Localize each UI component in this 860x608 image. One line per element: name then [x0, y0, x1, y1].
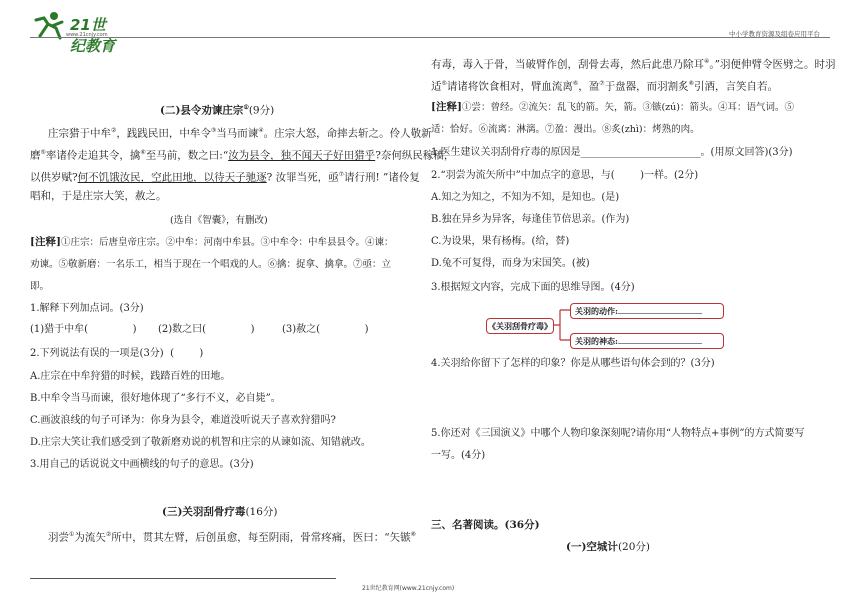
passage-line-1: 庄宗猎于中牟②，践践民田，中牟令③当马而谏④。庄宗大怒，命摔去斩之。伶人敬新	[48, 127, 432, 140]
passage-line-4: 唱和，于是庄宗大笑，赦之。	[30, 190, 167, 202]
question-2-c: C.画波浪线的句子可译为：你身为县令，难道没听说天子喜欢狩猎吗?	[30, 415, 336, 426]
question-1: 1.解释下列加点词。(3分)	[30, 303, 144, 314]
question-2-a: A.庄宗在中牟狩猎的时候，践踏百姓的田地。	[30, 371, 231, 382]
right-question-4: 4.关羽给你留下了怎样的印象？你是从哪些语句体会到的？(3分)	[431, 358, 715, 369]
source-note: (选自《智囊》，有删改)	[170, 215, 268, 226]
famous-works-heading: 三、名著阅读。(36分)	[431, 519, 540, 531]
right-question-2-a: A.知之为知之，不知为不知，是知也。(是)	[431, 192, 620, 203]
header-divider	[30, 37, 830, 38]
right-question-2-d: D.兔不可复得，而身为宋国笑。(被)	[431, 258, 590, 269]
section-2-title: (二)县令劝谏庄宗①(9分)	[160, 104, 275, 117]
question-1-a: (1)猎于中牟( )	[30, 324, 137, 335]
right-question-2-c: C.为设果，果有杨梅。(给，替)	[431, 236, 570, 247]
notes-line-3: 即。	[30, 281, 50, 292]
logo-text: 21世纪教育	[70, 16, 116, 55]
footer-text: 21世纪教育网(www.21cnjy.com)	[362, 585, 455, 592]
platform-label: 中小学教育资源及组卷应用平台	[729, 30, 820, 38]
right-passage-line-2: 适⑤请诸将饮食相对，臂血流离⑥，盈⑦于盘器，而羽割炙⑧引酒，言笑自若。	[431, 80, 779, 93]
footer-divider	[30, 578, 336, 579]
mindmap-node-action: 关羽的动作:	[570, 303, 724, 319]
right-question-3: 3.根据短文内容，完成下面的思维导图。(4分)	[431, 282, 635, 293]
right-question-1: 1.医生建议关羽刮骨疗毒的原因是________________________。(用原文回答)(3分)	[431, 147, 793, 158]
logo	[30, 10, 118, 55]
logo-sub: www.21cnjy.com	[66, 32, 108, 38]
notes-line-2: 劝谏。⑤敬新磨：一名乐工，相当于现在一个唱戏的人。⑥擒：捉拿、擒拿。⑦亟：立	[30, 259, 392, 270]
mindmap-root: 《关羽刮骨疗毒》	[486, 318, 554, 334]
mindmap-connector	[552, 302, 572, 348]
right-question-5: 5.你还对《三国演义》中哪个人物印象深刻呢?请你用“人物特点+事例”的方式简要写	[431, 428, 805, 439]
right-notes-line-1: [注释]①尝：曾经。②流矢：乱飞的箭。矢，箭。③镞(zú)：箭头。④耳：语气词。⑤	[431, 101, 794, 113]
sub-section-1-title: (一)空城计(20分)	[566, 541, 650, 553]
right-passage-line-1: 有毒，毒入于骨，当破臂作创，刮骨去毒，然后此患乃除耳④。”羽便伸臂令医劈之。时羽	[431, 58, 836, 71]
section-3-title: (三)关羽刮骨疗毒(16分)	[162, 506, 278, 518]
question-2-d: D.庄宗大笑让我们感受到了敬新磨劝说的机智和庄宗的从谏如流、知错就改。	[30, 437, 371, 448]
passage-line-2: 磨⑤率诸伶走追其令，擒⑥至马前，数之曰:“汝为县令，独不闻天子好田猎乎?奈何纵民稼穑，	[30, 149, 455, 162]
question-1-b: (2)数之曰( )	[158, 324, 255, 335]
runner-logo-icon	[30, 10, 68, 40]
question-2-b: B.中牟令当马而谏，很好地体现了“多行不义，必自毙”。	[30, 393, 281, 404]
question-1-c: (3)赦之( )	[282, 324, 369, 335]
passage-3-line-1: 羽尝①为流矢②所中，贯其左臂，后创虽愈，每至阴雨，骨常疼痛，医曰：“矢镞⑧	[48, 531, 417, 544]
question-2: 2.下列说法有误的一项是(3分) ( )	[30, 348, 204, 359]
right-question-2: 2.“羽尝为流矢所中”中加点字的意思，与( )一样。(2分)	[431, 170, 699, 181]
passage-line-3: 以供岁赋?何不饥饿汝民，空此田地，以待天子驰逐? 汝罪当死，亟⑦请行刑! ”诸伶复	[30, 171, 420, 184]
question-3: 3.用自己的话说说文中画横线的句子的意思。(3分)	[30, 459, 254, 470]
right-question-2-b: B.独在异乡为异客，每逢佳节倍思亲。(作为)	[431, 214, 630, 225]
notes-line-1: [注释]①庄宗：后唐皇帝庄宗。②中牟：河南中牟县。③中牟令：中牟县县令。④谏：	[30, 236, 394, 248]
mindmap-node-mind: 关羽的神态:	[570, 333, 724, 349]
right-question-5-cont: 一写。(4分)	[431, 450, 486, 461]
right-notes-line-2: 适：恰好。⑥流离：淋漓。⑦盈：漫出。⑧炙(zhì)：烤熟的肉。	[431, 124, 700, 135]
